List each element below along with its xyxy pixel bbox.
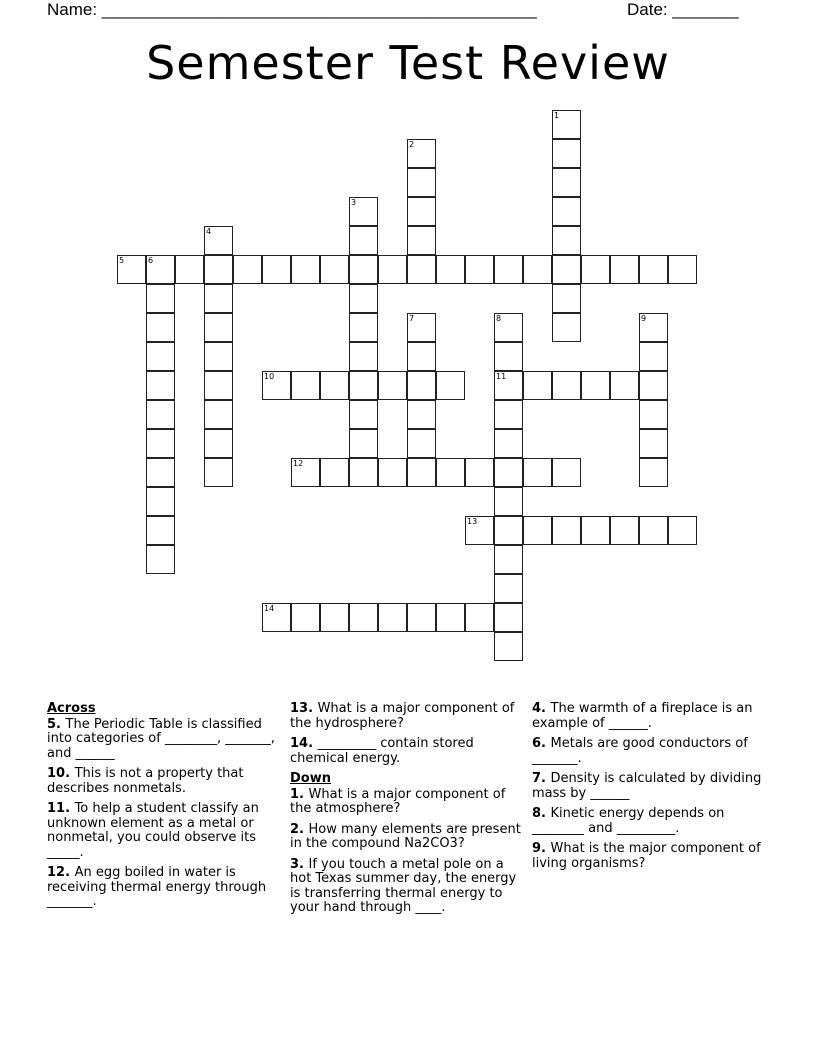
grid-cell[interactable] xyxy=(552,139,581,168)
clue-text: An egg boiled in water is receiving thermal energy through _______. xyxy=(47,865,267,909)
grid-cell[interactable] xyxy=(204,429,233,458)
grid-cell[interactable] xyxy=(552,226,581,255)
grid-cell[interactable] xyxy=(494,371,523,400)
grid-cell[interactable] xyxy=(204,255,233,284)
grid-cell[interactable] xyxy=(233,255,262,284)
grid-cell[interactable] xyxy=(494,400,523,429)
down-clue xyxy=(532,842,767,871)
clue-text: What is a major component of the hydrosphere? xyxy=(290,701,515,731)
grid-cell[interactable] xyxy=(146,516,175,545)
grid-cell[interactable] xyxy=(349,342,378,371)
grid-cell[interactable] xyxy=(552,255,581,284)
clue-text: If you touch a metal pole on a hot Texas summer day, the energy is transferring thermal energy to your hand through ____. xyxy=(290,856,517,915)
grid-cell[interactable] xyxy=(146,342,175,371)
clue-number: 10 xyxy=(264,372,275,381)
name-blank: ______________________________________________ xyxy=(101,0,537,19)
date-blank: _______ xyxy=(672,0,739,19)
grid-cell[interactable] xyxy=(407,255,436,284)
down-clue xyxy=(290,823,525,852)
grid-cell[interactable] xyxy=(349,197,378,226)
grid-cell[interactable] xyxy=(610,371,639,400)
grid-cell[interactable] xyxy=(639,255,668,284)
grid-cell[interactable] xyxy=(639,458,668,487)
across-clue xyxy=(47,866,282,910)
grid-cell[interactable] xyxy=(175,255,204,284)
grid-cell[interactable] xyxy=(610,516,639,545)
grid-cell[interactable] xyxy=(291,603,320,632)
grid-cell[interactable] xyxy=(523,371,552,400)
clue-num: 9 xyxy=(532,841,542,856)
clue-dot: . xyxy=(541,701,551,716)
grid-cell[interactable] xyxy=(291,458,320,487)
grid-cell[interactable] xyxy=(349,313,378,342)
clue-number: 13 xyxy=(467,517,478,526)
grid-cell[interactable] xyxy=(436,603,465,632)
grid-cell[interactable] xyxy=(349,400,378,429)
clue-dot: . xyxy=(299,821,309,837)
grid-cell[interactable] xyxy=(552,371,581,400)
clue-text: Kinetic energy depends on ________ and _________. xyxy=(532,806,725,836)
clue-dot: . xyxy=(65,766,75,781)
grid-cell[interactable] xyxy=(204,284,233,313)
clue-dot: . xyxy=(541,736,551,751)
clue-dot: . xyxy=(299,856,309,872)
grid-cell[interactable] xyxy=(146,313,175,342)
down-clue xyxy=(290,788,525,817)
clue-text: This is not a property that describes nonmetals. xyxy=(47,766,244,796)
grid-cell[interactable] xyxy=(117,255,146,284)
grid-cell[interactable] xyxy=(146,487,175,516)
grid-cell[interactable] xyxy=(552,168,581,197)
grid-cell[interactable] xyxy=(146,284,175,313)
grid-cell[interactable] xyxy=(262,603,291,632)
grid-cell[interactable] xyxy=(552,197,581,226)
grid-cell[interactable] xyxy=(146,458,175,487)
down-clue xyxy=(532,772,767,801)
clue-num: 10 xyxy=(47,766,66,781)
grid-cell[interactable] xyxy=(349,429,378,458)
grid-cell[interactable] xyxy=(378,603,407,632)
grid-cell[interactable] xyxy=(523,516,552,545)
clue-number: 3 xyxy=(351,198,357,207)
down-clue xyxy=(532,737,767,766)
name-label: Name: xyxy=(47,0,102,19)
grid-cell[interactable] xyxy=(639,516,668,545)
clue-dot: . xyxy=(65,801,75,816)
grid-cell[interactable] xyxy=(494,342,523,371)
clue-text: The Periodic Table is classified into categories of ________, _______, and ______ xyxy=(47,716,275,761)
grid-cell[interactable] xyxy=(204,400,233,429)
grid-cell[interactable] xyxy=(320,255,349,284)
clue-number: 6 xyxy=(148,256,154,265)
grid-cell[interactable] xyxy=(494,574,523,603)
clue-num: 11 xyxy=(47,801,66,816)
grid-cell[interactable] xyxy=(378,255,407,284)
grid-cell[interactable] xyxy=(639,400,668,429)
grid-cell[interactable] xyxy=(639,313,668,342)
grid-cell[interactable] xyxy=(262,255,291,284)
clue-number: 1 xyxy=(554,111,560,120)
clue-num: 8 xyxy=(532,806,542,821)
grid-cell[interactable] xyxy=(407,400,436,429)
across-clue xyxy=(290,737,525,766)
grid-cell[interactable] xyxy=(639,429,668,458)
clue-number: 8 xyxy=(496,314,502,323)
grid-cell[interactable] xyxy=(349,371,378,400)
grid-cell[interactable] xyxy=(668,255,697,284)
grid-cell[interactable] xyxy=(146,429,175,458)
clue-text: What is the major component of living organisms? xyxy=(532,841,761,871)
grid-cell[interactable] xyxy=(407,458,436,487)
grid-cell[interactable] xyxy=(204,313,233,342)
grid-cell[interactable] xyxy=(262,371,291,400)
grid-cell[interactable] xyxy=(494,545,523,574)
clue-dot: . xyxy=(65,865,75,880)
grid-cell[interactable] xyxy=(581,516,610,545)
grid-cell[interactable] xyxy=(465,603,494,632)
grid-cell[interactable] xyxy=(407,168,436,197)
grid-cell[interactable] xyxy=(378,371,407,400)
across-clue xyxy=(290,702,525,731)
grid-cell[interactable] xyxy=(378,458,407,487)
clue-text: _________ contain stored chemical energy. xyxy=(290,736,474,766)
grid-cell[interactable] xyxy=(552,110,581,139)
grid-cell[interactable] xyxy=(639,342,668,371)
clues-column-2 xyxy=(290,702,525,922)
clue-text: Density is calculated by dividing mass by ______ xyxy=(532,771,762,801)
grid-cell[interactable] xyxy=(494,487,523,516)
clues-column-3 xyxy=(532,702,767,877)
grid-cell[interactable] xyxy=(494,603,523,632)
down-clue xyxy=(532,807,767,836)
clue-text: The warmth of a fireplace is an example of ______. xyxy=(532,701,753,731)
grid-cell[interactable] xyxy=(523,458,552,487)
clue-text: How many elements are present in the compound Na2CO3? xyxy=(290,821,521,851)
grid-cell[interactable] xyxy=(494,313,523,342)
down-clue xyxy=(290,858,525,916)
grid-cell[interactable] xyxy=(291,371,320,400)
grid-cell[interactable] xyxy=(523,255,552,284)
grid-cell[interactable] xyxy=(494,632,523,661)
clue-num: 6 xyxy=(532,736,542,751)
clue-num: 5 xyxy=(47,716,57,732)
grid-cell[interactable] xyxy=(494,255,523,284)
clues-column-1 xyxy=(47,702,282,916)
down-heading: Down xyxy=(290,771,331,786)
grid-cell[interactable] xyxy=(639,371,668,400)
grid-cell[interactable] xyxy=(581,371,610,400)
clue-number: 9 xyxy=(641,314,647,323)
clue-num: 1 xyxy=(290,786,300,802)
down-clue xyxy=(532,702,767,731)
grid-cell[interactable] xyxy=(204,342,233,371)
grid-cell[interactable] xyxy=(465,255,494,284)
clue-dot: . xyxy=(299,786,309,802)
clue-dot: . xyxy=(56,716,66,732)
clue-number: 14 xyxy=(264,604,275,613)
grid-cell[interactable] xyxy=(552,516,581,545)
grid-cell[interactable] xyxy=(465,516,494,545)
clue-number: 12 xyxy=(293,459,304,468)
name-field[interactable] xyxy=(47,0,537,20)
grid-cell[interactable] xyxy=(204,226,233,255)
grid-cell[interactable] xyxy=(552,458,581,487)
grid-cell[interactable] xyxy=(407,429,436,458)
grid-cell[interactable] xyxy=(204,458,233,487)
clue-number: 11 xyxy=(496,372,507,381)
date-field[interactable] xyxy=(627,0,739,20)
grid-cell[interactable] xyxy=(465,458,494,487)
clue-number: 2 xyxy=(409,140,415,149)
clue-dot: . xyxy=(541,771,551,786)
grid-cell[interactable] xyxy=(436,371,465,400)
grid-cell[interactable] xyxy=(552,313,581,342)
clue-dot: . xyxy=(308,736,318,751)
clue-num: 7 xyxy=(532,771,542,786)
grid-cell[interactable] xyxy=(407,371,436,400)
clue-dot: . xyxy=(308,701,318,716)
grid-cell[interactable] xyxy=(436,255,465,284)
clue-dot: . xyxy=(541,841,551,856)
grid-cell[interactable] xyxy=(146,545,175,574)
clue-text: What is a major component of the atmosphere? xyxy=(290,786,506,816)
clue-number: 5 xyxy=(119,256,125,265)
across-clue xyxy=(47,767,282,796)
grid-cell[interactable] xyxy=(349,458,378,487)
grid-cell[interactable] xyxy=(320,603,349,632)
clue-num: 14 xyxy=(290,736,309,751)
grid-cell[interactable] xyxy=(552,284,581,313)
grid-cell[interactable] xyxy=(320,458,349,487)
clue-num: 13 xyxy=(290,701,309,716)
across-heading: Across xyxy=(47,701,96,716)
grid-cell[interactable] xyxy=(436,458,465,487)
grid-cell[interactable] xyxy=(146,400,175,429)
grid-cell[interactable] xyxy=(204,371,233,400)
grid-cell[interactable] xyxy=(407,197,436,226)
clue-num: 2 xyxy=(290,821,300,837)
grid-cell[interactable] xyxy=(349,255,378,284)
grid-cell[interactable] xyxy=(320,371,349,400)
grid-cell[interactable] xyxy=(407,313,436,342)
clue-num: 3 xyxy=(290,856,300,872)
clue-text: To help a student classify an unknown element as a metal or nonmetal, you could observe its _____. xyxy=(47,801,259,860)
grid-cell[interactable] xyxy=(349,603,378,632)
grid-cell[interactable] xyxy=(349,226,378,255)
clue-num: 4 xyxy=(532,701,542,716)
clue-text: Metals are good conductors of _______. xyxy=(532,736,748,766)
page-title: Semester Test Review xyxy=(146,36,670,90)
date-label: Date: xyxy=(627,0,673,19)
clue-num: 12 xyxy=(47,865,66,880)
across-clue xyxy=(47,718,282,762)
grid-cell[interactable] xyxy=(494,516,523,545)
grid-cell[interactable] xyxy=(494,429,523,458)
grid-cell[interactable] xyxy=(407,139,436,168)
grid-cell[interactable] xyxy=(581,255,610,284)
grid-cell[interactable] xyxy=(407,342,436,371)
clue-dot: . xyxy=(541,806,551,821)
across-clue xyxy=(47,802,282,860)
grid-cell[interactable] xyxy=(291,255,320,284)
grid-cell[interactable] xyxy=(668,516,697,545)
grid-cell[interactable] xyxy=(610,255,639,284)
grid-cell[interactable] xyxy=(146,371,175,400)
grid-cell[interactable] xyxy=(407,603,436,632)
grid-cell[interactable] xyxy=(349,284,378,313)
grid-cell[interactable] xyxy=(146,255,175,284)
clue-number: 4 xyxy=(206,227,212,236)
clue-number: 7 xyxy=(409,314,415,323)
grid-cell[interactable] xyxy=(494,458,523,487)
grid-cell[interactable] xyxy=(407,226,436,255)
